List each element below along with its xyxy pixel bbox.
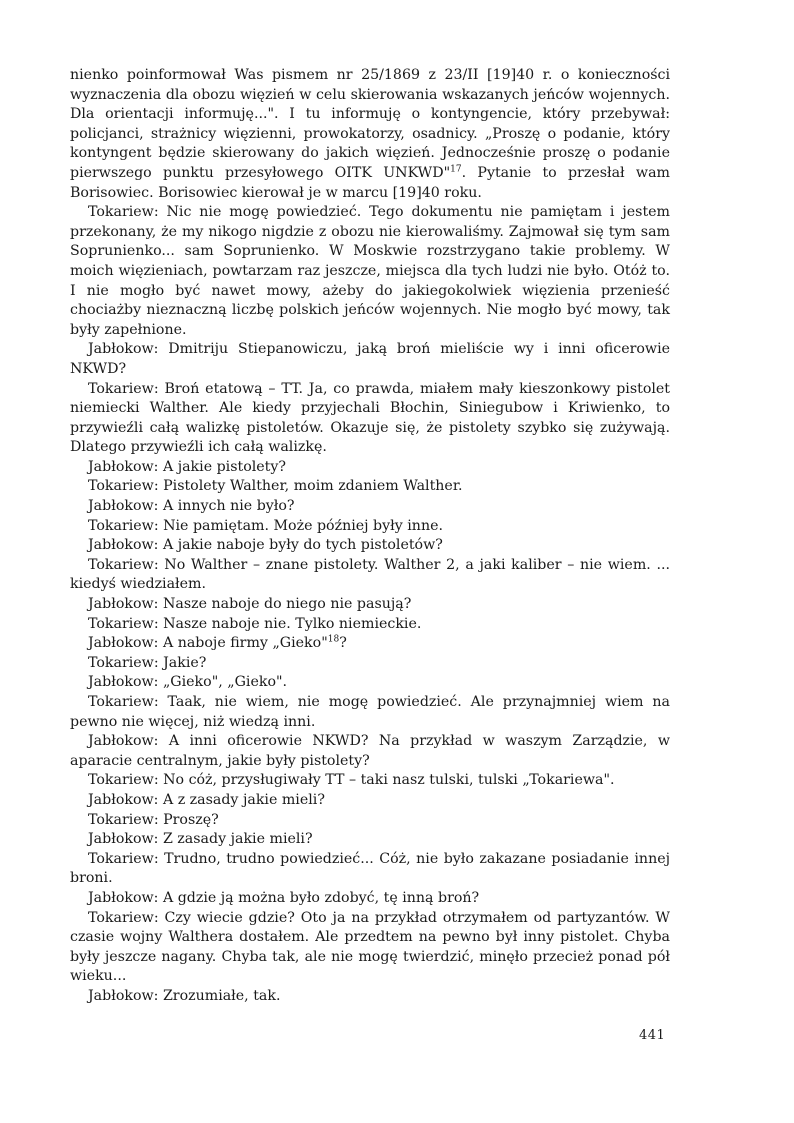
page-number: 441 — [639, 1028, 666, 1043]
paragraph — [70, 889, 670, 909]
paragraph — [70, 791, 670, 811]
text-run: Jabłokow: Dmitriju Stiepanowiczu, jaką broń mieliście wy i inni oficerowie NKWD? — [70, 341, 670, 377]
text-run: Jabłokow: A innych nie było? — [88, 498, 295, 515]
footnote-marker: 18 — [327, 634, 340, 645]
paragraph — [70, 850, 670, 889]
paragraph — [70, 458, 670, 478]
text-run: Tokariew: Nasze naboje nie. Tylko niemieckie. — [88, 615, 422, 632]
paragraph — [70, 595, 670, 615]
text-run: Jabłokow: A jakie pistolety? — [88, 458, 286, 475]
paragraph — [70, 66, 670, 203]
text-run: Jabłokow: A inni oficerowie NKWD? Na przykład w waszym Zarządzie, w aparacie centralnym, jakie były pistolety? — [70, 733, 670, 769]
paragraph — [70, 556, 670, 595]
text-run: nienko poinformował Was pismem nr 25/1869 z 23/II [19]40 r. o konieczności wyznaczenia dla obozu więzień w celu skierowania wskazanych jeńców wojennych. Dla orientacji informuję...". I tu informuję o kontyngencie, który przebywał: policjanci, strażnicy więzienni, prowokatorzy, osadnicy. „Proszę o podanie, który kontyngent będzie skierowany do jakich więzień. Jednocześnie proszę o podanie pierwszego punktu przesyłowego OITK UNKWD" — [70, 67, 670, 181]
text-run: Tokariew: Pistolety Walther, moim zdaniem Walther. — [88, 478, 463, 495]
text-run: . Pytanie to przesłał wam Borisowiec. Borisowiec kierował je w marcu [19]40 roku. — [70, 164, 670, 201]
text-run: Jabłokow: A z zasady jakie mieli? — [88, 791, 325, 808]
paragraph — [70, 380, 670, 458]
text-run: ? — [339, 635, 347, 652]
text-run: Tokariew: Trudno, trudno powiedzieć... Cóż, nie było zakazane posiadanie innej broni. — [70, 850, 670, 887]
text-run: Jabłokow: Nasze naboje do niego nie pasują? — [88, 596, 412, 613]
text-run: Tokariew: Czy wiecie gdzie? Oto ja na przykład otrzymałem od partyzantów. W czasie wojny Walthera dostałem. Ale przedtem na pewno był inny pistolet. Chyba były jeszcze nagany. Chyba tak, ale nie mogę twierdzić, minęło przecież ponad pół wieku... — [70, 909, 670, 985]
paragraph — [70, 693, 670, 732]
paragraph — [70, 987, 670, 1007]
paragraph — [70, 536, 670, 556]
text-run: Jabłokow: A jakie naboje były do tych pistoletów? — [88, 537, 443, 554]
paragraph — [70, 340, 670, 379]
text-run: Tokariew: Broń etatową – TT. Ja, co prawda, miałem mały kieszonkowy pistolet niemiecki Walther. Ale kiedy przyjechali Błochin, Siniegubow i Kriwienko, to przywieźli całą walizkę pistoletów. Okazuje się, że pistolety szybko się zużywają. Dlatego przywieźli ich całą walizkę. — [70, 380, 670, 456]
paragraph — [70, 654, 670, 674]
footnote-marker: 17 — [450, 164, 462, 175]
paragraph — [70, 732, 670, 771]
paragraph — [70, 771, 670, 791]
paragraph — [70, 517, 670, 537]
paragraph — [70, 673, 670, 693]
text-run: Jabłokow: A gdzie ją można było zdobyć, tę inną broń? — [88, 889, 480, 906]
body-text — [70, 66, 670, 1007]
text-run: Tokariew: Jakie? — [88, 654, 207, 671]
paragraph — [70, 909, 670, 987]
paragraph — [70, 634, 670, 654]
paragraph — [70, 477, 670, 497]
paragraph — [70, 615, 670, 635]
paragraph — [70, 811, 670, 831]
text-run: Tokariew: Taak, nie wiem, nie mogę powiedzieć. Ale przynajmniej wiem na pewno nie więcej, niż wiedzą inni. — [70, 694, 670, 730]
text-run: Tokariew: Nie pamiętam. Może później były inne. — [88, 517, 443, 534]
text-run: Jabłokow: „Gieko", „Gieko". — [88, 674, 288, 691]
paragraph — [70, 203, 670, 340]
text-run: Tokariew: No cóż, przysługiwały TT – taki nasz tulski, tulski „Tokariewa". — [88, 772, 615, 789]
text-run: Jabłokow: Z zasady jakie mieli? — [88, 831, 313, 848]
text-run: Tokariew: Proszę? — [88, 811, 219, 828]
text-run: Tokariew: Nic nie mogę powiedzieć. Tego dokumentu nie pamiętam i jestem przekonany, że my nikogo nigdzie z obozu nie kierowaliśmy. Zajmował się tym sam Soprunienko... sam Soprunienko. W Moskwie rozstrzygano takie problemy. W moich więzieniach, powtarzam raz jeszcze, miejsca dla tych ludzi nie było. Otóż to. I nie mogło być nawet mowy, ażeby do jakiegokolwiek więzienia przenieść chociażby nieznaczną liczbę polskich jeńców wojennych. Nie mogło być mowy, tak były zapełnione. — [70, 204, 670, 338]
text-run: Jabłokow: A naboje firmy „Gieko" — [88, 635, 328, 652]
text-run: Tokariew: No Walther – znane pistolety. Walther 2, a jaki kaliber – nie wiem. ... kiedyś wiedziałem. — [70, 556, 670, 593]
text-run: Jabłokow: Zrozumiałe, tak. — [88, 987, 281, 1004]
paragraph — [70, 497, 670, 517]
paragraph — [70, 830, 670, 850]
